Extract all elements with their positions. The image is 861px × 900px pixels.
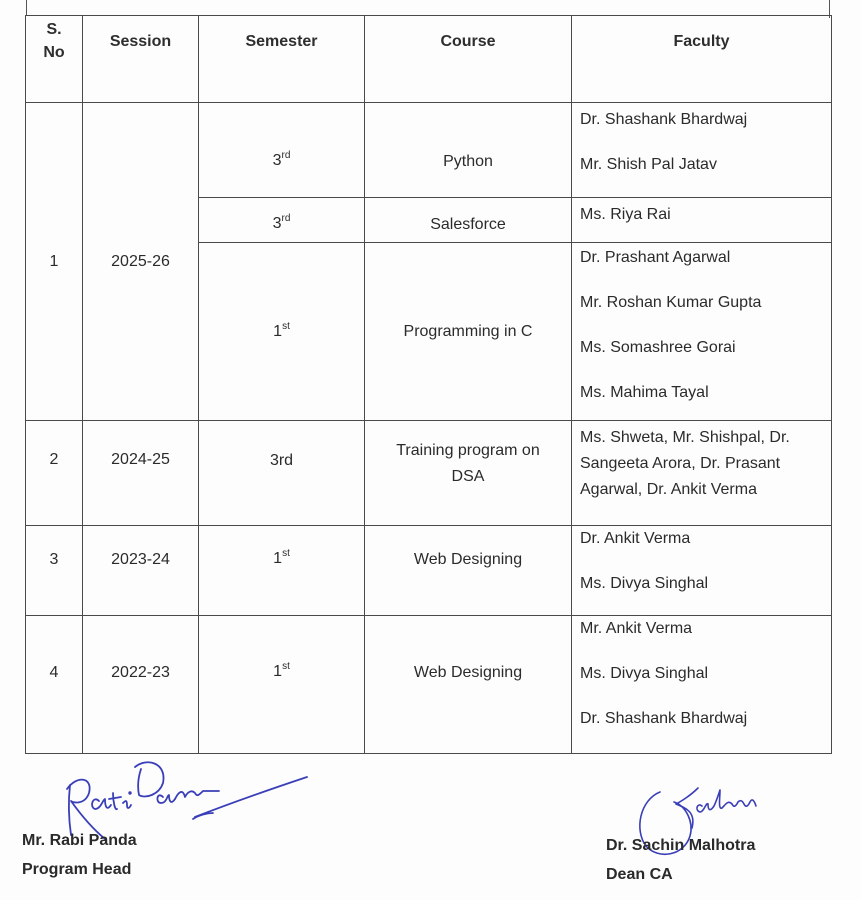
semester-suffix: rd — [281, 150, 291, 161]
faculty-name: Ms. Divya Singhal — [580, 575, 709, 592]
course-line: DSA — [451, 468, 485, 485]
cell-semester — [199, 198, 365, 243]
cell-faculty — [572, 421, 832, 526]
faculty-name: Mr. Ankit Verma — [580, 620, 693, 637]
semester-number: 3 — [272, 152, 282, 169]
cell-faculty — [572, 616, 832, 754]
faculty-list-text: Ms. Shweta, Mr. Shishpal, Dr. Sangeeta Arora, Dr. Prasant Agarwal, Dr. Ankit Verma — [580, 429, 790, 498]
signatory-right-designation: Dean CA — [606, 866, 673, 883]
cell-course: Salesforce — [365, 198, 572, 243]
table-row — [26, 526, 832, 616]
cell-faculty — [572, 103, 832, 198]
semester-number: 3 — [272, 215, 282, 232]
faculty-name: Ms. Somashree Gorai — [580, 339, 736, 356]
cell-sno: 1 — [26, 103, 83, 421]
signatory-left — [22, 826, 137, 884]
header-sno-line1: S. — [46, 21, 62, 38]
signatory-right — [606, 831, 755, 889]
cell-sno: 3 — [26, 526, 83, 616]
cell-session: 2025-26 — [83, 103, 199, 421]
semester-suffix: st — [282, 548, 290, 559]
header-semester: Semester — [199, 16, 365, 103]
cell-semester: 3rd — [199, 421, 365, 526]
semester-number: 1 — [273, 322, 283, 340]
cell-session: 2022-23 — [83, 616, 199, 754]
faculty-allocation-table — [25, 15, 832, 754]
table-row — [26, 103, 832, 198]
header-session: Session — [83, 16, 199, 103]
faculty-name: Dr. Prashant Agarwal — [580, 249, 731, 266]
cell-semester — [199, 616, 365, 754]
faculty-name: Dr. Ankit Verma — [580, 530, 691, 547]
cell-course: Python — [365, 103, 572, 198]
header-sno — [26, 16, 83, 103]
cell-faculty — [572, 526, 832, 616]
signatory-left-designation: Program Head — [22, 861, 132, 878]
cell-course: Programming in C — [365, 243, 572, 421]
table-row — [26, 616, 832, 754]
cell-course — [365, 421, 572, 526]
signatory-right-name: Dr. Sachin Malhotra — [606, 837, 756, 854]
faculty-name: Dr. Shashank Bhardwaj — [580, 710, 748, 727]
semester-number: 1 — [273, 550, 283, 567]
course-line: Training program on — [396, 442, 540, 459]
semester-number: 1 — [273, 663, 283, 680]
cell-sno: 4 — [26, 616, 83, 754]
header-course: Course — [365, 16, 572, 103]
cell-faculty — [572, 243, 832, 421]
cell-semester — [199, 243, 365, 421]
faculty-name: Mr. Shish Pal Jatav — [580, 156, 717, 173]
cell-course: Web Designing — [365, 526, 572, 616]
cell-session: 2024-25 — [83, 421, 199, 526]
cell-course: Web Designing — [365, 616, 572, 754]
table-row — [26, 421, 832, 526]
cell-faculty — [572, 198, 832, 243]
cell-semester — [199, 526, 365, 616]
cell-semester — [199, 103, 365, 198]
faculty-name: Ms. Riya Rai — [580, 206, 671, 223]
signatory-left-name: Mr. Rabi Panda — [22, 832, 137, 849]
faculty-name: Ms. Divya Singhal — [580, 665, 709, 682]
cell-sno: 2 — [26, 421, 83, 526]
semester-suffix: rd — [281, 213, 291, 224]
faculty-name: Dr. Shashank Bhardwaj — [580, 111, 748, 128]
semester-suffix: st — [282, 320, 290, 332]
table-header-row — [26, 16, 832, 103]
faculty-name: Mr. Roshan Kumar Gupta — [580, 294, 762, 311]
table-border-stub — [26, 0, 27, 16]
header-sno-line2: No — [43, 44, 65, 61]
faculty-name: Ms. Mahima Tayal — [580, 384, 709, 401]
header-faculty: Faculty — [572, 16, 832, 103]
cell-session: 2023-24 — [83, 526, 199, 616]
semester-suffix: st — [282, 661, 290, 672]
